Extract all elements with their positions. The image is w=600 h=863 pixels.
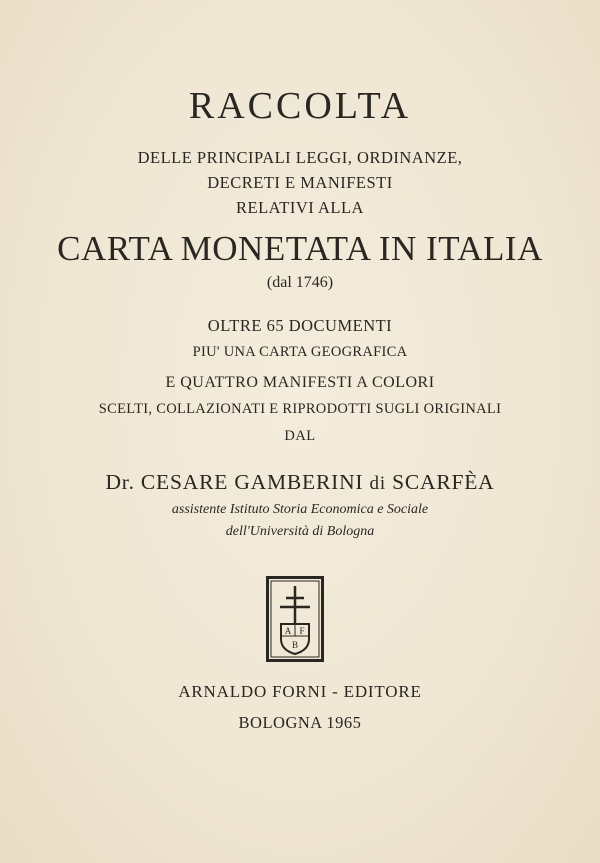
subtitle-line-2: DECRETI E MANIFESTI [207,173,393,192]
publisher-mark [266,576,324,662]
description-line-1: OLTRE 65 DOCUMENTI [207,316,393,335]
mark-letter-f: F [299,626,305,636]
page-title: RACCOLTA [188,85,412,127]
date-note: (dal 1746) [266,274,334,291]
mark-letter-a: A [284,626,292,636]
subtitle-line-3: RELATIVI ALLA [236,198,364,217]
description-line-5: DAL [284,428,316,444]
imprint-place-year: BOLOGNA 1965 [238,713,362,732]
author-affiliation-line-2: dell'Università di Bologna [225,524,375,539]
description-line-4: SCELTI, COLLAZIONATI E RIPRODOTTI SUGLI ORIGINALI [98,401,502,417]
publisher-name: ARNALDO FORNI - EDITORE [178,682,422,701]
subtitle-line-1: DELLE PRINCIPALI LEGGI, ORDINANZE, [137,148,463,167]
mark-letter-b: B [291,640,299,650]
description-line-3: E QUATTRO MANIFESTI A COLORI [165,374,435,391]
author-prefix: Dr. CESARE GAMBERINI [105,470,364,494]
main-title: CARTA MONETATA IN ITALIA [57,229,543,268]
author-name [0,470,600,495]
author-affiliation-line-1: assistente Istituto Storia Economica e Sociale [171,502,429,517]
author-surname: SCARFÈA [392,470,495,494]
double-cross-shield-icon [266,576,324,662]
description-line-2: PIU' UNA CARTA GEOGRAFICA [192,344,408,360]
author-connector: di [369,473,386,494]
